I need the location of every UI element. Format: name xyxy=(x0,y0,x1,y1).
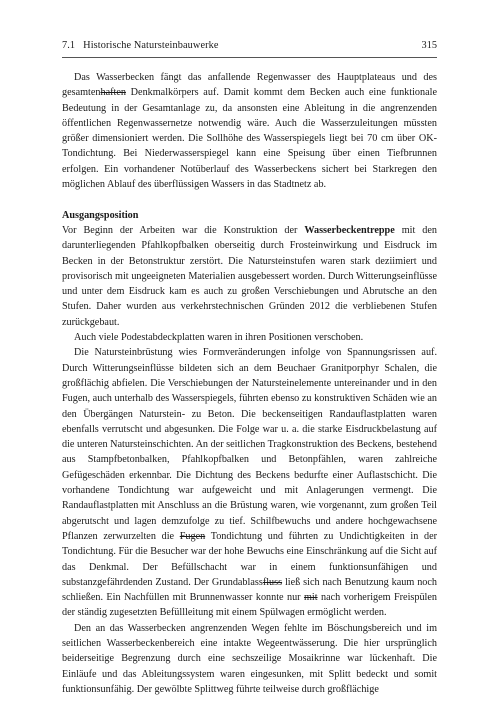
text-run: nach vorherigem Freispülen der ständig zugesetzten Befüllleitung mit einem Spülwagen ermöglicht werden. xyxy=(62,592,437,619)
paragraph-wege: Den an das Wasserbecken angrenzenden Wegen fehlte im Böschungsbereich und im seitlichen Wasserbeckenbereich eine intakte Wegeentwässerung. Die hier ursprünglich beiderseitige Begrenzung durch eine sechszeilige Mosaikrinne war lückenhaft. Die Einläufe und das Ableitungssystem waren eingesunken, mit Splitt bedeckt und somit funktionsunfähig. Der gewölbte Splittweg führte teilweise durch großflächige xyxy=(62,622,437,695)
section-number: 7.1 xyxy=(62,40,76,51)
paragraph-podest: Auch viele Podestabdeckplatten waren in ihren Positionen verschoben. xyxy=(74,332,364,344)
bold-term: Wasserbeckentreppe xyxy=(304,224,395,236)
struck-text: Fugen xyxy=(179,530,206,542)
paragraph-intro xyxy=(62,70,437,192)
text-run: Tondichtung und führten zu Undichtigkeiten in der Tondichtung. Für die Besucher war der hohe Bewuchs eine Einschränkung auf die Sicht auf das Denkmal. Der Befüllschacht war in einem funktionsunfähigen und substanzgefährdenden Zustand. Der Grundablass xyxy=(62,530,437,588)
text-run: Vor Beginn der Arbeiten war die Konstruktion der xyxy=(62,224,305,236)
page-number: 315 xyxy=(421,40,437,51)
header-rule xyxy=(62,57,437,58)
text-run: Denkmalkörpers auf. Damit kommt dem Becken auch eine funktionale Bedeutung in der Gesamtanlage zu, da ansonsten eine Ableitung in die angrenzenden öffentlichen Regenwassernetze notwendig wäre. Auch die Wasserzuleitungen müssten größer dimensioniert werden. Die Sollhöhe des Wasserspiegels liegt bei 70 cm über OK-Tondichtung. Bei Niederwasserspiegel kann eine Speisung über einen Tiefbrunnen erfolgen. Ein vorhandener Notüberlauf des Wasserbeckens sichert bei Starkregen den möglichen Ablauf des überflüssigen Wassers in das Stadtnetz ab. xyxy=(62,87,437,191)
section-title: Historische Natursteinbauwerke xyxy=(83,40,219,51)
text-run: mit den darunterliegenden Pfahlkopfbalken oberseitig durch Frosteinwirkung und Eisdruck im Becken in der Betonstruktur zerstört. Die Natursteinstufen waren stark deziimiert und provisorisch mit ungeeigneten Materialien ausgebessert worden. Durch Witterungseinflüsse und unter dem Eisdruck kam es auch zu großen Verschiebungen und Abrutsche an den Stufen. Daher wurden aus verkehrstechnischen Gründen 2012 die verbliebenen Stufen zurückgebaut. xyxy=(62,224,437,328)
struck-text: mit xyxy=(303,592,318,604)
section-subheading: Ausgangsposition xyxy=(62,209,139,221)
paragraph-spacer xyxy=(62,192,437,207)
paragraph-natursteinbruestung xyxy=(62,345,437,620)
text-run: ließ sich nach Benutzung kaum noch schließen. Ein Nachfüllen mit Brunnenwasser konnte nur xyxy=(62,576,437,604)
body-text xyxy=(62,70,437,697)
struck-text: fluss xyxy=(262,576,283,588)
struck-text: haften xyxy=(100,87,126,99)
paragraph-ausgangsposition xyxy=(62,223,437,330)
text-run: Die Natursteinbrüstung wies Formveränderungen infolge von Spannungsrissen auf. Durch Witterungseinflüsse bildeten sich an dem Beuchaer Granitporphyr Schalen, die großflächig abfielen. Die Verschiebungen der Natursteinelemente untereinander und in den Fugen, auch unterhalb des Wasserspiegels, führten ebenso zu konstruktiven Schäden wie an den Übergängen Naturstein- zu Beton. Die beckenseitigen Randauflastplatten waren ebenfalls verrutscht und abgesunken. Die Folge war u. a. die starke Eisdruckbelastung auf die unteren Natursteinschichten. An der seitlichen Tragkonstruktion des Beckens, bestehend aus Stampfbetonbalken, Pfahlkopfbalken und Betonpfählen, waren zahlreiche Gefügeschäden erkennbar. Die Dichtung des Beckens bedurfte einer Auflastschicht. Die vorhandene Tondichtung war aufgeweicht und mit Anlagerungen vermengt. Die Randauflastplatten mit Anschluss an die Brüstung waren, wie vorgenannt, zum großen Teil abgerutscht und lagen demzufolge zu tief. Schilfbewuchs und andere hochgewachsene Pflanzen zerwurzelten die xyxy=(62,347,437,542)
text-run: Das Wasserbecken fängt das anfallende Regenwasser des Hauptplateaus und des gesamten xyxy=(62,72,437,99)
running-header xyxy=(62,38,437,54)
section-heading xyxy=(62,38,219,54)
